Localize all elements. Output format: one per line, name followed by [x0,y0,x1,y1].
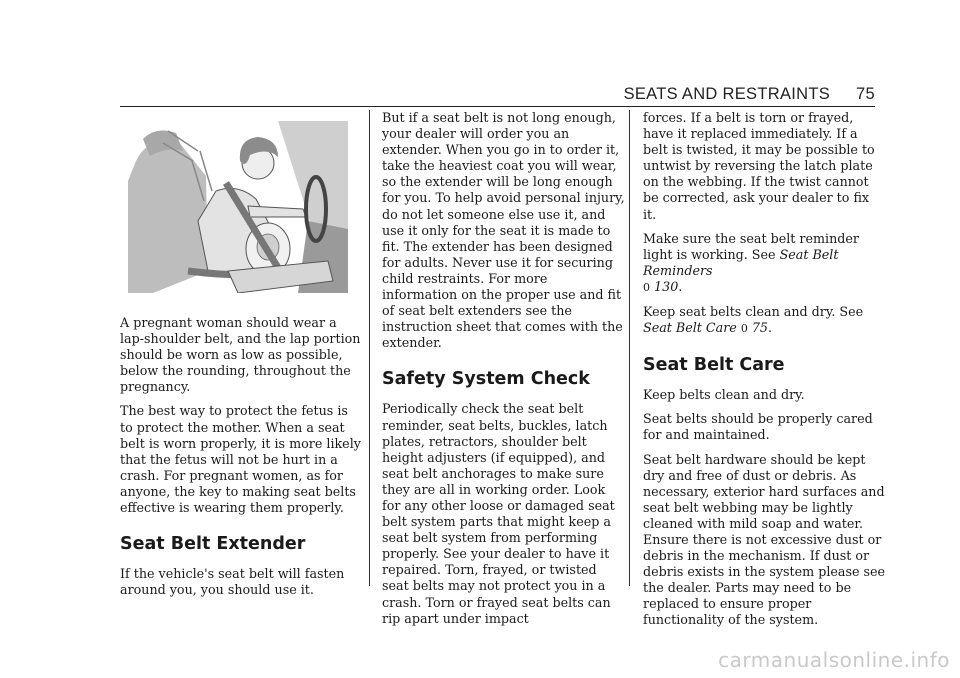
paragraph: Seat belts should be properly cared for and maintained. [643,411,873,443]
paragraph-reminder-ref [643,231,886,296]
text: Keep seat belts clean and dry. See [643,304,864,320]
heading-seat-belt-care: Seat Belt Care [643,355,785,376]
page-reference[interactable]: 75 [751,320,769,336]
paragraph-care-ref [643,304,886,337]
heading-safety-system-check: Safety System Check [382,369,590,390]
column-divider [629,110,630,586]
watermark: carmanualsonline.info [718,648,950,672]
column-divider [369,110,370,586]
section-title: SEATS AND RESTRAINTS [623,85,831,103]
pregnant-woman-illustration [128,121,348,293]
page-ref-arrow-icon: 0 [643,280,650,294]
paragraph: Periodically check the seat belt reminder, seat belts, buckles, latch plates, retractors, shoulder belt height adjusters (if equipped), and seat belt anchorages to make sure they are all in working order. Look for any other loose or damaged seat belt system parts that might keep a seat belt system from performing properly. See your dealer to have it repaired. Torn, frayed, or twisted seat belts may not protect you in a crash. Torn or frayed seat belts can rip apart under impact [382,401,615,626]
paragraph: Seat belt hardware should be kept dry and free of dust or debris. As necessary, exterior hard surfaces and seat belt webbing may be lightly cleaned with mild soap and water. Ensure there is not excessive dust or debris in the mechanism. If dust or debris exists in the system please see the dealer. Parts may need to be replaced to ensure proper functionality of the system. [643,451,886,628]
text: Make sure the seat belt reminder light is working. See [643,230,859,262]
paragraph: If the vehicle's seat belt will fasten around you, you should use it. [120,566,345,598]
page-ref-arrow-icon: 0 [740,322,748,336]
column-right [643,110,886,637]
paragraph: But if a seat belt is not long enough, your dealer will order you an extender. When you go in to order it, take the heaviest coat you will wear, so the extender will be long enough for you. To help avoid personal injury, do not let someone else use it, and use it only for the seat it is made to fit. The extender has been designed for adults. Never use it for securing child restraints. For more information on the proper use and fit of seat belt extenders see the instruction sheet that comes with the extender. [382,110,625,351]
cross-reference-link[interactable]: Seat Belt Reminders [643,246,839,278]
paragraph: The best way to protect the fetus is to protect the mother. When a seat belt is worn properly, it is more likely that the fetus will not be hurt in a crash. For pregnant women, as for anyone, the key to making seat belts effective is wearing them properly. [120,403,361,516]
paragraph: A pregnant woman should wear a lap-shoulder belt, and the lap portion should be worn as low as possible, below the rounding, throughout the pregnancy. [120,315,361,395]
column-middle [382,110,625,635]
text: . [678,278,683,294]
page-header [120,82,875,107]
column-left [120,110,363,606]
paragraph: Keep belts clean and dry. [643,387,805,403]
page-reference[interactable]: 130 [654,278,679,294]
text: . [768,320,773,336]
heading-seat-belt-extender: Seat Belt Extender [120,534,306,555]
cross-reference-link[interactable]: Seat Belt Care [643,320,737,336]
paragraph: forces. If a belt is torn or frayed, have it replaced immediately. If a belt is twisted, it may be possible to untwist by reversing the latch plate on the webbing. If the twist cannot be corrected, ask your dealer to fix it. [643,110,875,222]
page-number: 75 [856,85,875,103]
